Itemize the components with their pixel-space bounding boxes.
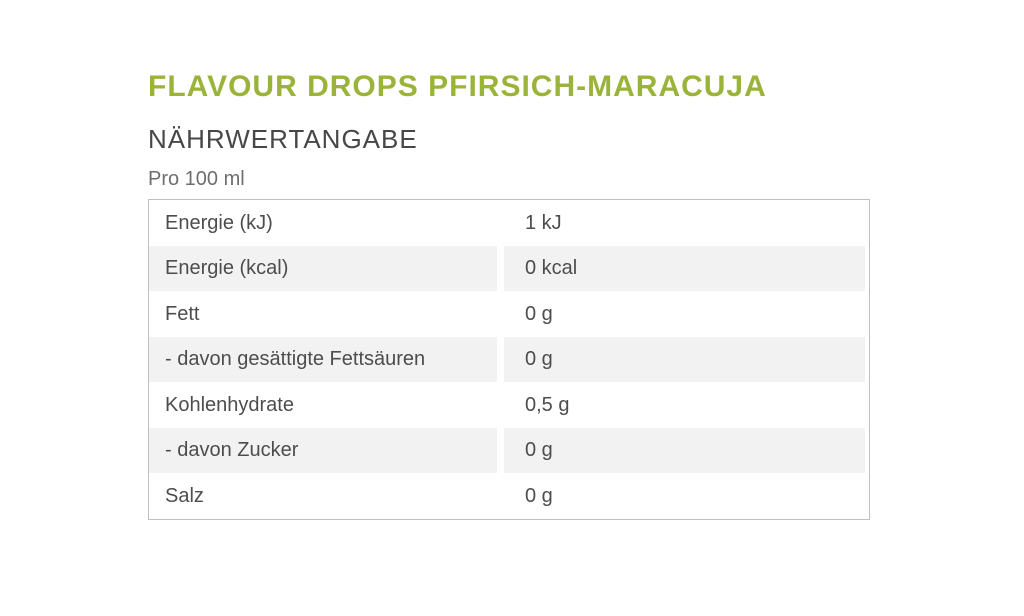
nutrient-value: 0 g <box>504 337 865 383</box>
nutrient-label: Kohlenhydrate <box>165 393 294 416</box>
nutrient-label: Salz <box>165 484 204 507</box>
nutrient-value: 0 g <box>504 428 865 474</box>
nutrient-label: Energie (kcal) <box>149 246 497 292</box>
nutrient-label: - davon Zucker <box>149 428 497 474</box>
nutrient-value: 0 kcal <box>504 246 865 292</box>
table-row <box>149 382 869 428</box>
nutrition-table <box>148 199 870 520</box>
table-row <box>149 246 869 292</box>
table-row <box>149 473 869 519</box>
product-title: FLAVOUR DROPS PFIRSICH-MARACUJA <box>148 70 767 103</box>
table-row <box>149 291 869 337</box>
nutrient-value: 0,5 g <box>525 393 570 416</box>
nutrient-value: 1 kJ <box>525 211 562 234</box>
table-row <box>149 428 869 474</box>
serving-size-label: Pro 100 ml <box>148 168 245 190</box>
nutrient-label: Energie (kJ) <box>165 211 273 234</box>
nutrient-label: Fett <box>165 302 200 325</box>
nutrient-value: 0 g <box>525 484 553 507</box>
table-row <box>149 337 869 383</box>
table-row <box>149 200 869 246</box>
nutrient-label: - davon gesättigte Fettsäuren <box>149 337 497 383</box>
nutrient-value: 0 g <box>525 302 553 325</box>
section-heading: NÄHRWERTANGABE <box>148 124 418 154</box>
nutrition-section <box>148 72 870 520</box>
